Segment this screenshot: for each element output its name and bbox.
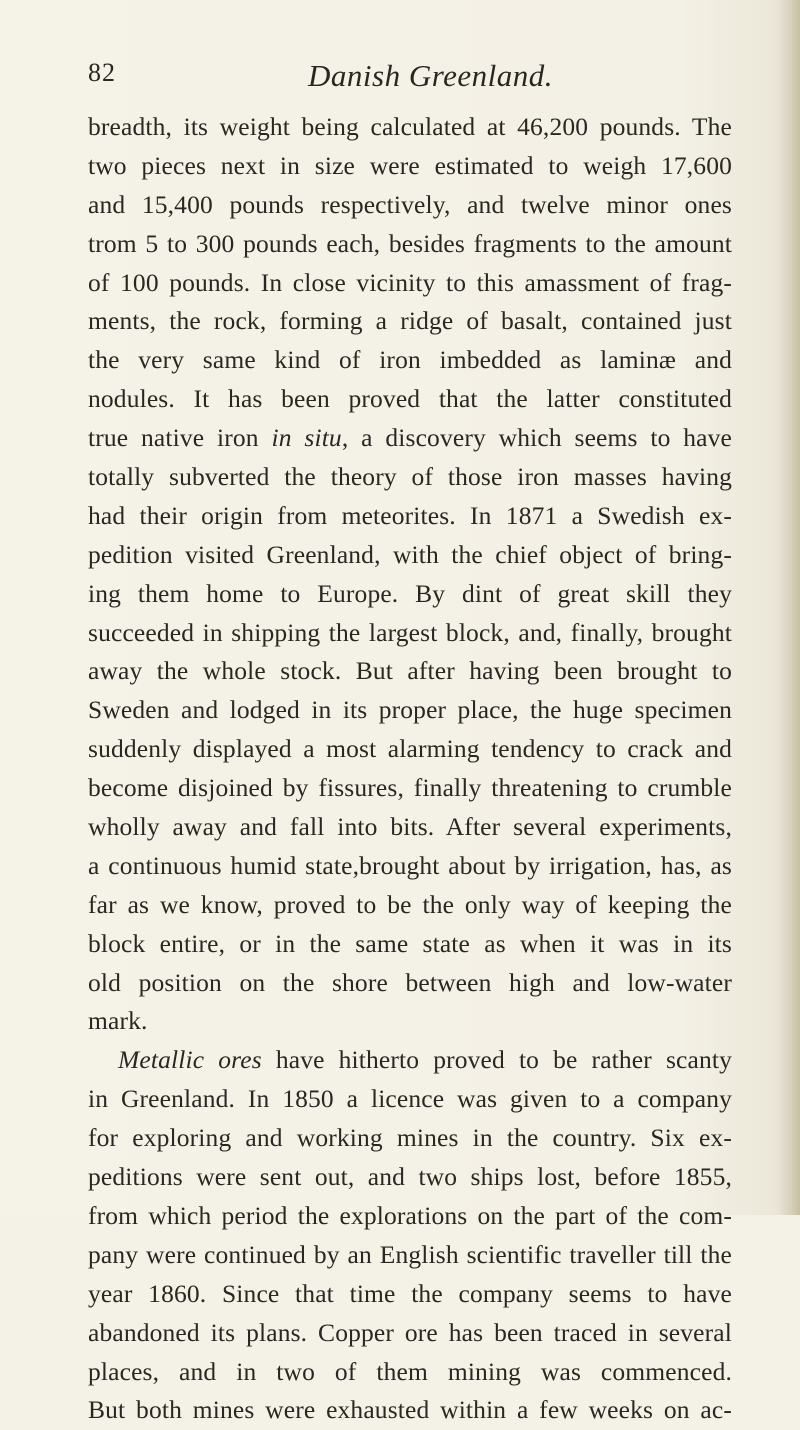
text-line: of 100 pounds. In close vicinity to this amassment of frag- bbox=[88, 267, 732, 297]
text-line: totally subverted the theory of those iron masses having bbox=[88, 462, 732, 492]
text-line: a continuous humid state,brought about by irrigation, has, as bbox=[88, 850, 732, 880]
text-line: Sweden and lodged in its proper place, the huge specimen bbox=[88, 695, 732, 725]
text-run: , a discovery which seems to have bbox=[341, 423, 732, 453]
italic-phrase: in situ bbox=[271, 423, 342, 453]
text-line: But both mines were exhausted within a few weeks on ac- bbox=[88, 1395, 732, 1425]
text-line: for exploring and working mines in the country. Six ex- bbox=[88, 1123, 732, 1153]
text-line: nodules. It has been proved that the latter constituted bbox=[88, 384, 732, 414]
page-edge-shadow bbox=[778, 0, 800, 1215]
text-line: become disjoined by fissures, finally threatening to crumble bbox=[88, 773, 732, 803]
page-number: 82 bbox=[88, 58, 116, 87]
text-line: peditions were sent out, and two ships lost, before 1855, bbox=[88, 1162, 732, 1192]
text-line: far as we know, proved to be the only way of keeping the bbox=[88, 889, 732, 919]
italic-phrase: Metallic ores bbox=[118, 1045, 262, 1075]
text-line: pany were continued by an English scientific traveller till the bbox=[88, 1239, 732, 1269]
text-line bbox=[88, 1041, 732, 1080]
text-line: succeeded in shipping the largest block, and, finally, brought bbox=[88, 617, 732, 647]
text-line: wholly away and fall into bits. After several experiments, bbox=[88, 812, 732, 842]
text-line: mark. bbox=[88, 1006, 148, 1036]
text-line: ing them home to Europe. By dint of great skill they bbox=[88, 578, 732, 608]
text-line: places, and in two of them mining was commenced. bbox=[88, 1356, 732, 1386]
running-title: Danish Greenland. bbox=[308, 58, 553, 93]
text-line: from which period the explorations on the part of the com- bbox=[88, 1200, 732, 1230]
text-line: and 15,400 pounds respectively, and twelve minor ones bbox=[88, 189, 732, 219]
text-line: suddenly displayed a most alarming tendency to crack and bbox=[88, 734, 732, 764]
text-run: have hitherto proved to be rather scanty bbox=[261, 1045, 732, 1075]
text-run: true native iron bbox=[88, 423, 272, 453]
text-line: pedition visited Greenland, with the chief object of bring- bbox=[88, 539, 732, 569]
text-line bbox=[88, 419, 732, 458]
text-line: year 1860. Since that time the company seems to have bbox=[88, 1278, 732, 1308]
text-line: ments, the rock, forming a ridge of basalt, contained just bbox=[88, 306, 732, 336]
text-line: away the whole stock. But after having been brought to bbox=[88, 656, 732, 686]
text-line: old position on the shore between high and low-water bbox=[88, 967, 732, 997]
text-line: breadth, its weight being calculated at 46,200 pounds. The bbox=[88, 112, 732, 141]
body-text bbox=[88, 108, 732, 1430]
text-line: had their origin from meteorites. In 1871 a Swedish ex- bbox=[88, 500, 732, 530]
text-line: trom 5 to 300 pounds each, besides fragments to the amount bbox=[88, 228, 732, 258]
text-line: abandoned its plans. Copper ore has been traced in several bbox=[88, 1317, 732, 1347]
text-line: two pieces next in size were estimated to weigh 17,600 bbox=[88, 150, 732, 180]
text-line: in Greenland. In 1850 a licence was given to a company bbox=[88, 1084, 732, 1114]
text-line: the very same kind of iron imbedded as laminæ and bbox=[88, 345, 732, 375]
text-line: block entire, or in the same state as when it was in its bbox=[88, 928, 732, 958]
page-header bbox=[88, 58, 728, 98]
